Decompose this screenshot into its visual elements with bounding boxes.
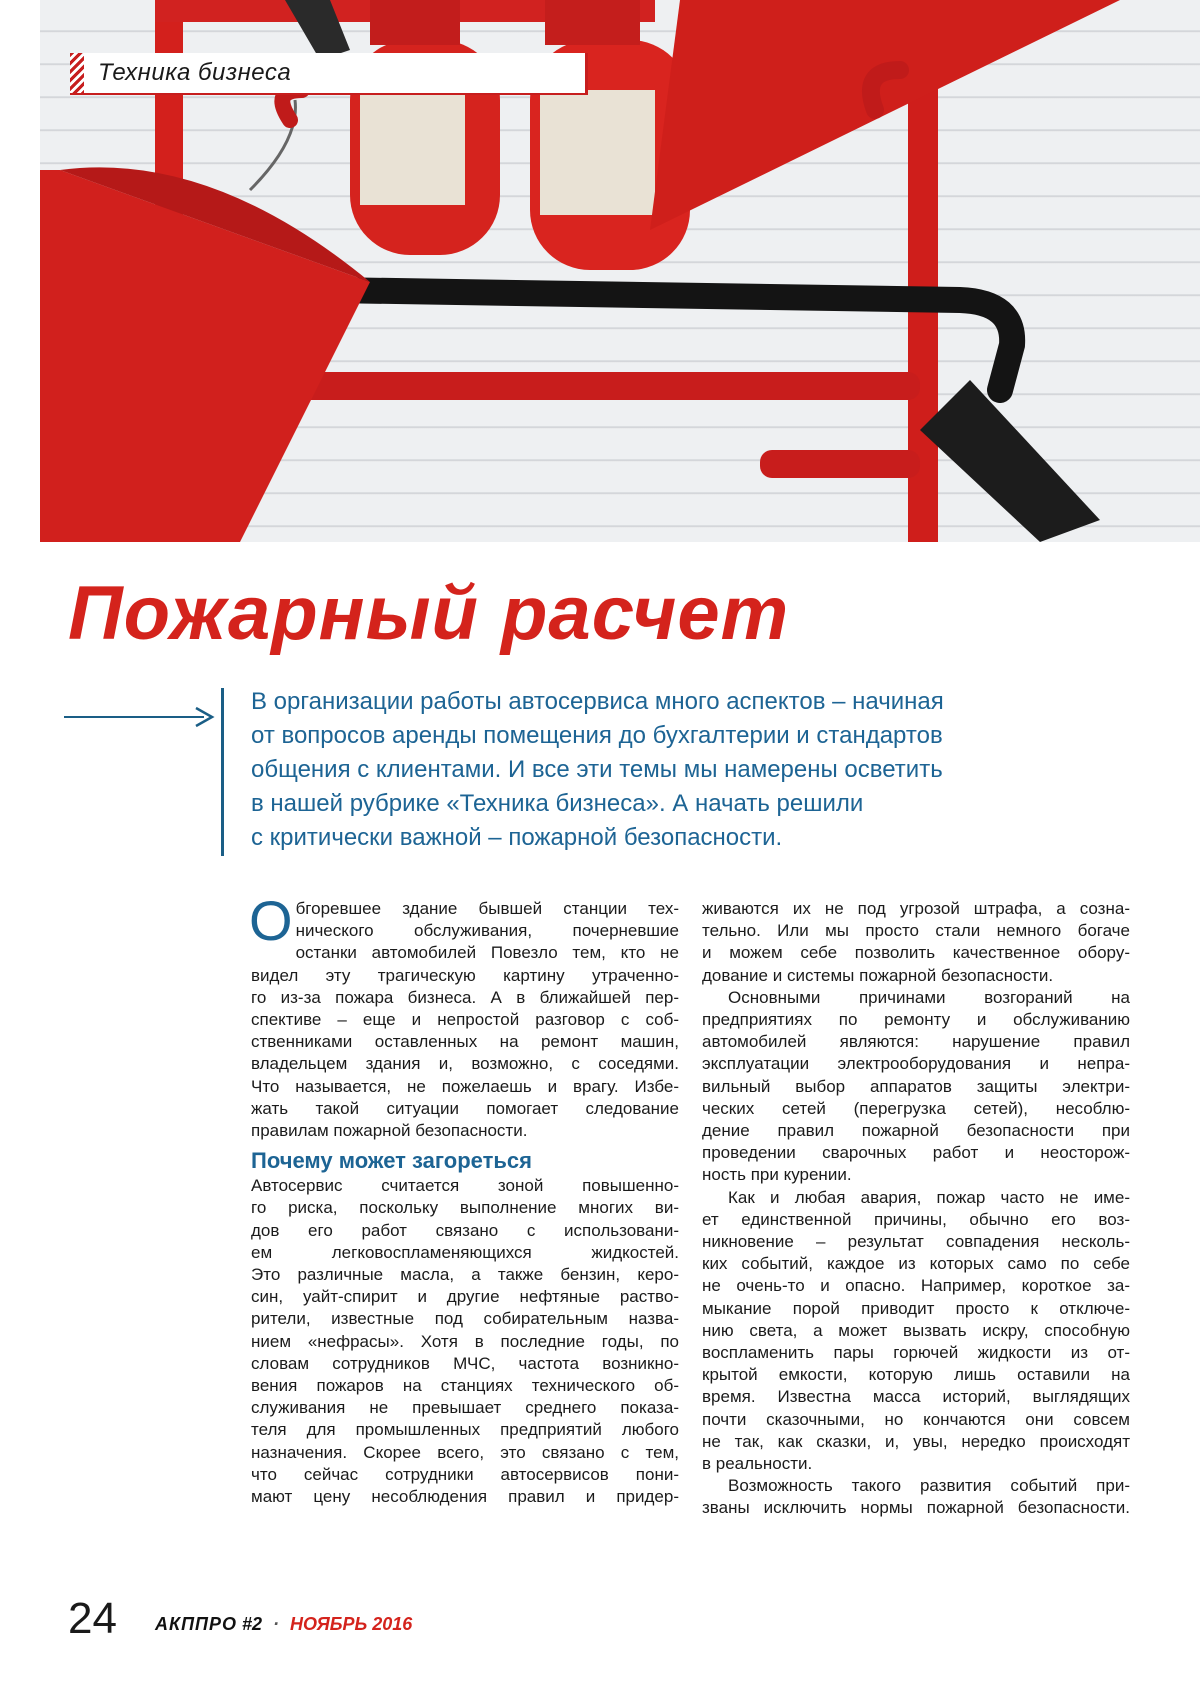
lead-line: В организации работы автосервиса много аспектов – начиная xyxy=(251,688,944,715)
text-line: ность при курении. xyxy=(702,1165,852,1185)
text-line: дов его работ связано с использовани- xyxy=(251,1220,679,1240)
text-line: останки автомобилей Повезло тем, кто не xyxy=(295,943,679,963)
text-line: Основными причинами возгораний на xyxy=(728,987,1130,1007)
text-line: и можем себе позволить качественное обору- xyxy=(702,943,1130,963)
text-line: правилам пожарной безопасности. xyxy=(251,1121,528,1141)
section-tag-stripes xyxy=(70,53,84,93)
lead-line: в нашей рубрике «Техника бизнеса». А начать решили xyxy=(251,790,864,817)
section-tag-label: Техника бизнеса xyxy=(98,59,292,86)
issue-number: #2 xyxy=(241,1614,263,1634)
text-line: крытой емкости, которую лишь оставили на xyxy=(702,1365,1130,1385)
page-number: 24 xyxy=(68,1594,117,1643)
text-line: владельцем здания и, возможно, с соседями. xyxy=(251,1054,679,1074)
text-line: не так, как сказки, и, увы, нередко происходят xyxy=(702,1431,1130,1451)
text-line: в реальности. xyxy=(702,1454,813,1474)
paragraph xyxy=(251,1175,679,1508)
text-line: не очень-то и опасно. Например, короткое за- xyxy=(702,1276,1130,1296)
text-line: го риска, поскольку выполнение многих ви- xyxy=(251,1198,679,1218)
lead-line: с критически важной – пожарной безопасности. xyxy=(251,824,783,851)
text-line: автомобилей являются: нарушение правил xyxy=(702,1032,1130,1052)
text-line: время. Известна масса историй, выглядящих xyxy=(702,1387,1130,1407)
footer-separator: · xyxy=(273,1614,280,1634)
article-lead xyxy=(251,685,1121,855)
footer-info xyxy=(155,1614,412,1635)
text-line: мыкание порой приводит просто к отключе- xyxy=(702,1298,1130,1318)
text-line: дование и системы пожарной безопасности. xyxy=(702,965,1054,985)
text-line: что сейчас сотрудники автосервисов пони- xyxy=(251,1464,679,1484)
paragraph xyxy=(702,1475,1130,1519)
axe-head xyxy=(920,380,1100,542)
text-line: тельно. Или мы просто стали немного богаче xyxy=(702,921,1130,941)
paragraph xyxy=(702,987,1130,1187)
issue-date: НОЯБРЬ 2016 xyxy=(290,1614,413,1634)
text-line: ет единственной причины, обычно его воз- xyxy=(702,1209,1130,1229)
text-line: Что называется, не пожелаешь и врагу. Избе- xyxy=(251,1076,679,1096)
lead-line: общения с клиентами. И все эти темы мы намерены осветить xyxy=(251,756,943,783)
text-line: нического обслуживания, почерневшие xyxy=(295,921,679,941)
frame-bar-red xyxy=(220,372,920,400)
paragraph xyxy=(249,889,679,1142)
text-line: назначения. Скорее всего, это связано с тем, xyxy=(251,1442,679,1462)
text-line: нием «нефрасы». Хотя в последние годы, по xyxy=(251,1331,679,1351)
text-line: ственниками оставленных на ремонт машин, xyxy=(251,1032,679,1052)
text-line: Это различные масла, а также бензин, керо- xyxy=(251,1265,679,1285)
shovel xyxy=(650,0,1120,230)
text-line: Автосервис считается зоной повышенно- xyxy=(251,1176,679,1196)
subheading: Почему может загореться xyxy=(251,1148,532,1174)
text-line: эксплуатации электрооборудования и непра- xyxy=(702,1054,1130,1074)
text-line: званы исключить нормы пожарной безопасности. xyxy=(702,1498,1130,1518)
text-line: Возможность такого развития событий при- xyxy=(728,1476,1130,1496)
section-tag xyxy=(70,53,588,95)
text-line: спективе – еще и непростой разговор с соб- xyxy=(251,1010,679,1030)
paragraph xyxy=(702,1187,1130,1476)
text-line: ких событий, каждое из которых само по себе xyxy=(702,1254,1130,1274)
text-line: служивания не превышает среднего показа- xyxy=(251,1398,679,1418)
body-column-1 xyxy=(249,889,679,1508)
text-line: живаются их не под угрозой штрафа, а созна- xyxy=(702,899,1130,918)
text-line: никновение – результат совпадения несколь- xyxy=(702,1232,1130,1252)
body-column-2 xyxy=(702,898,1130,1520)
text-line: го из-за пожара бизнеса. А в ближайшей пер- xyxy=(251,987,679,1007)
text-line: бгоревшее здание бывшей станции тех- xyxy=(295,899,679,918)
text-line: вения пожаров на станциях технического об- xyxy=(251,1376,679,1396)
fire-bucket xyxy=(40,170,370,542)
text-line: мают цену несоблюдения правил и придер- xyxy=(251,1487,679,1507)
paragraph xyxy=(702,898,1130,987)
text-line: видел эту трагическую картину утраченно- xyxy=(251,965,679,985)
lead-bar xyxy=(221,688,224,856)
lead-line: от вопросов аренды помещения до бухгалтерии и стандартов xyxy=(251,722,943,749)
text-line: рители, известные под собирательным назва- xyxy=(251,1309,679,1329)
text-line: дение правил пожарной безопасности при xyxy=(702,1121,1130,1141)
text-line: словам сотрудников МЧС, частота возникно- xyxy=(251,1353,679,1373)
arrow-right-icon xyxy=(64,705,224,729)
text-line: почти сказочными, но кончаются они совсем xyxy=(702,1409,1130,1429)
text-line: теля для промышленных предприятий любого xyxy=(251,1420,679,1440)
text-line: вильный выбор аппаратов защиты электри- xyxy=(702,1076,1130,1096)
text-line: проведении сварочных работ и неосторож- xyxy=(702,1143,1130,1163)
text-line: нию света, а может вызвать искру, способную xyxy=(702,1320,1130,1340)
text-line: Как и любая авария, пожар часто не име- xyxy=(728,1187,1130,1207)
text-line: ем легковоспламеняющихся жидкостей. xyxy=(251,1242,679,1262)
magazine-brand: АКППРО xyxy=(155,1614,237,1634)
article-title: Пожарный расчет xyxy=(68,571,790,656)
text-line: жать такой ситуации помогает следование xyxy=(251,1098,679,1118)
text-line: ческих сетей (перегрузка сетей), несоблю- xyxy=(702,1098,1130,1118)
text-line: син, уайт-спирит и другие нефтяные раство- xyxy=(251,1287,679,1307)
text-line: предприятиях по ремонту и обслуживанию xyxy=(702,1010,1130,1030)
dropcap: О xyxy=(249,889,293,952)
text-line: воспламенить пары горючей жидкости из от- xyxy=(702,1343,1130,1363)
